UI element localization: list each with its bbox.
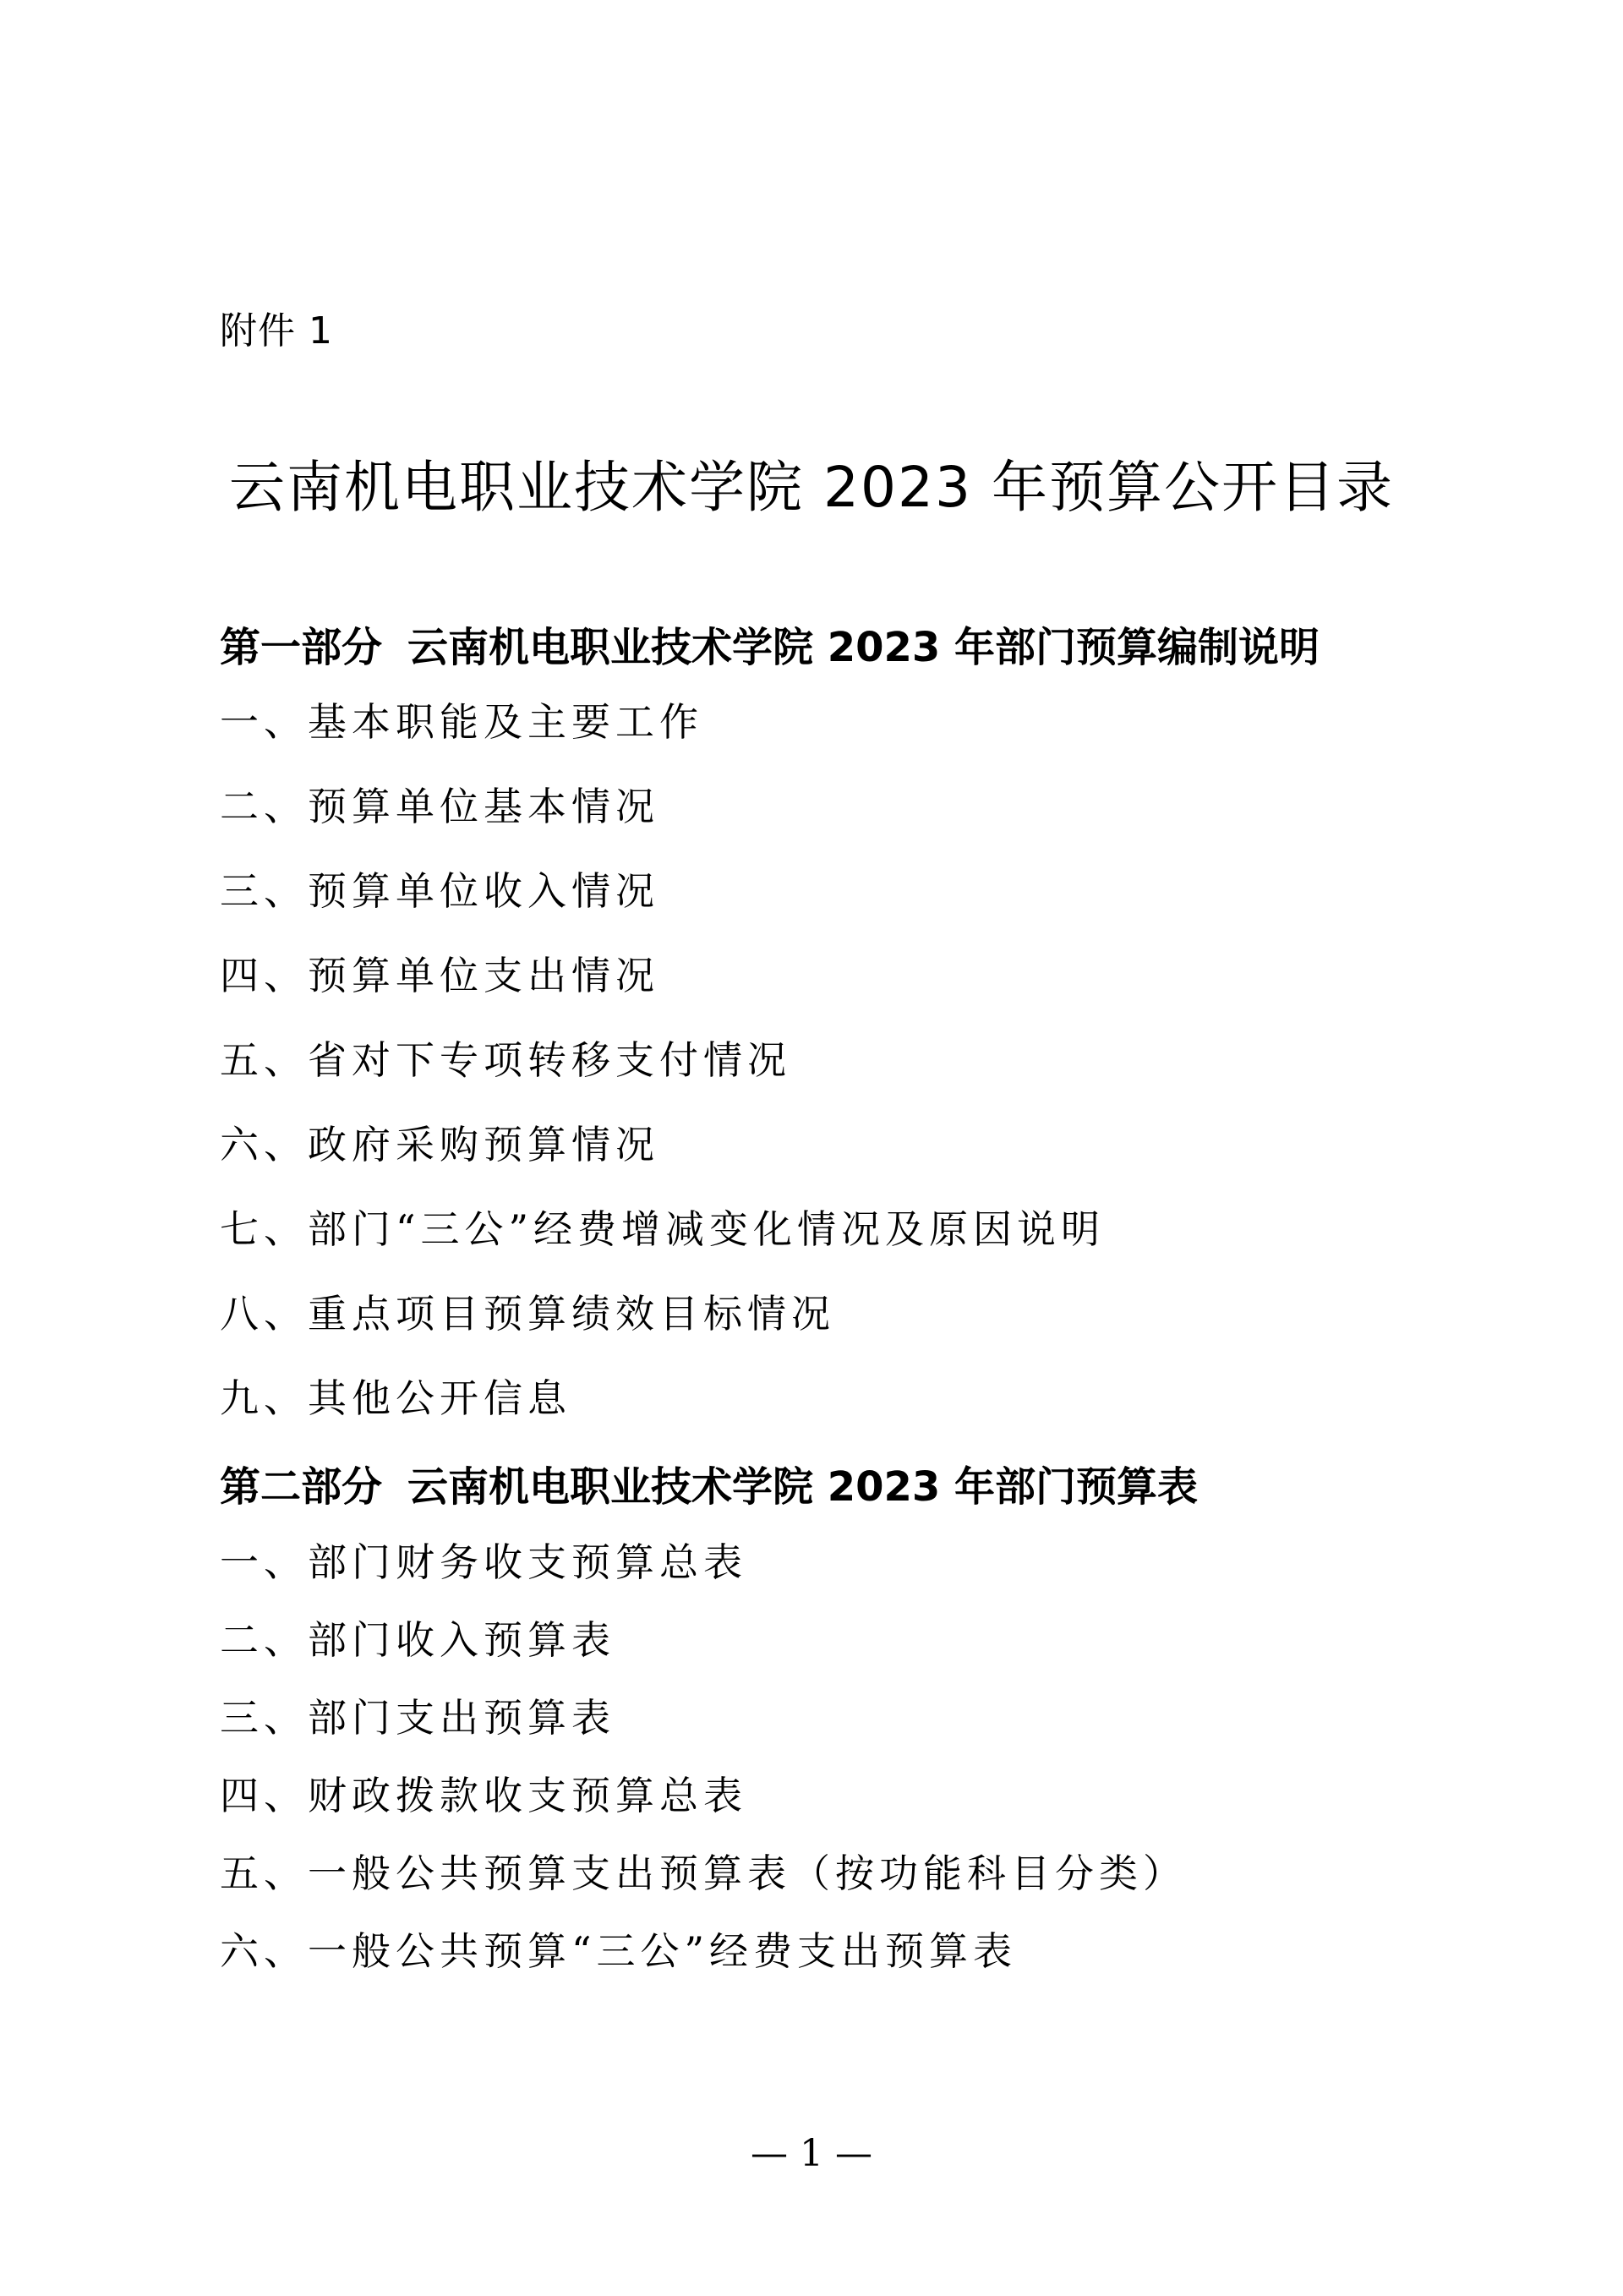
part1-item-3: 三、预算单位收入情况 bbox=[220, 868, 659, 914]
part2-heading bbox=[220, 1460, 1198, 1514]
part1-item-7: 七、部门“三公”经费增减变化情况及原因说明 bbox=[220, 1206, 1106, 1252]
part1-item-9: 九、其他公开信息 bbox=[220, 1375, 571, 1421]
part2-item-4: 四、财政拨款收支预算总表 bbox=[220, 1773, 747, 1818]
document-title: 云南机电职业技术学院 2023 年预算公开目录 bbox=[229, 455, 1394, 520]
part1-item-1: 一、基本职能及主要工作 bbox=[220, 699, 703, 745]
part2-item-6: 六、一般公共预算“三公”经费支出预算表 bbox=[220, 1928, 1018, 1974]
part1-title: 云南机电职业技术学院 2023 年部门预算编制说明 bbox=[407, 624, 1320, 671]
part2-item-1: 一、部门财务收支预算总表 bbox=[220, 1539, 747, 1585]
part1-item-5: 五、省对下专项转移支付情况 bbox=[220, 1037, 791, 1083]
part2-label: 第二部分 bbox=[220, 1463, 383, 1511]
part1-item-6: 六、政府采购预算情况 bbox=[220, 1122, 659, 1167]
part2-item-5: 五、一般公共预算支出预算表（按功能科目分类） bbox=[220, 1850, 1187, 1896]
part2-title: 云南机电职业技术学院 2023 年部门预算表 bbox=[407, 1463, 1199, 1511]
part1-item-8: 八、重点项目预算绩效目标情况 bbox=[220, 1291, 835, 1337]
part1-item-4: 四、预算单位支出情况 bbox=[220, 953, 659, 998]
part2-item-3: 三、部门支出预算表 bbox=[220, 1695, 615, 1741]
part1-heading bbox=[220, 620, 1320, 675]
part2-item-2: 二、部门收入预算表 bbox=[220, 1617, 615, 1663]
page-number: — 1 — bbox=[751, 2132, 872, 2175]
part1-item-2: 二、预算单位基本情况 bbox=[220, 784, 659, 829]
part1-label: 第一部分 bbox=[220, 624, 383, 671]
attachment-label: 附件 1 bbox=[220, 309, 333, 353]
